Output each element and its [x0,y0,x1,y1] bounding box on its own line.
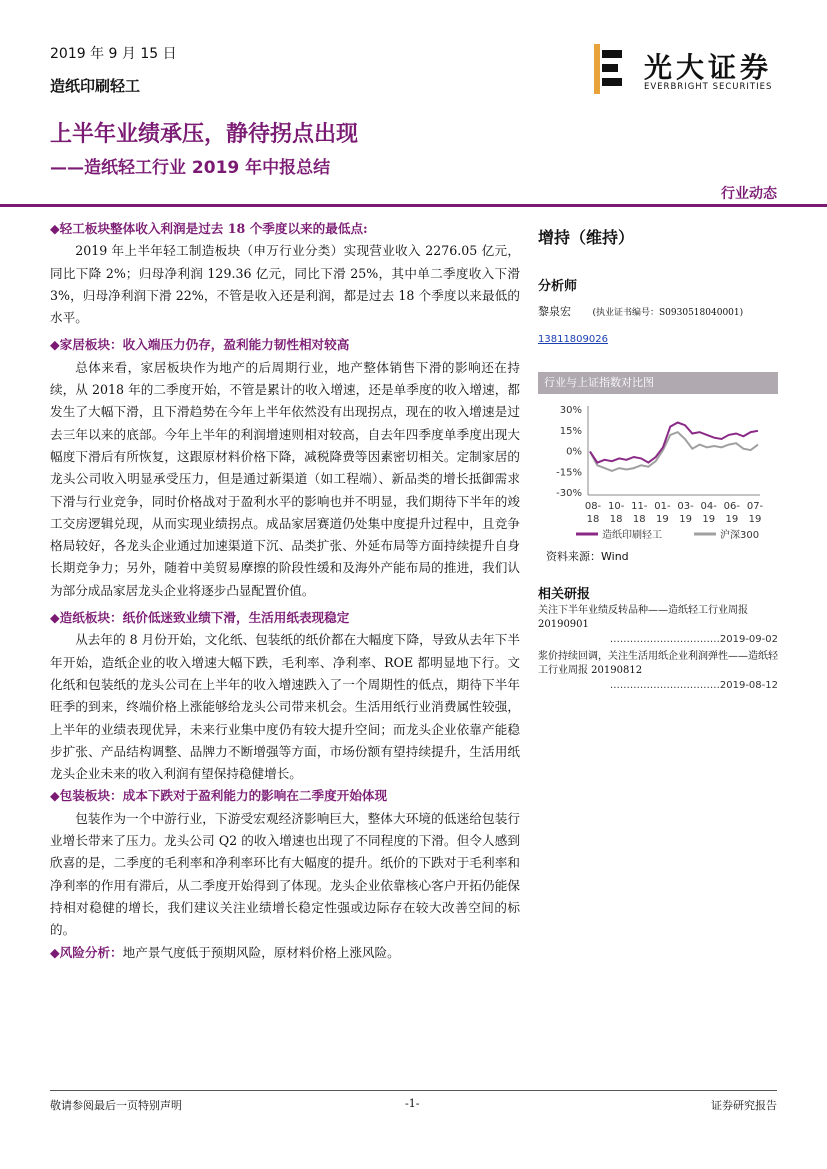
analyst-name: 黎泉宏 [538,305,571,318]
sector-name: 造纸印刷轻工 [50,77,141,95]
y-tick-label: 30% [559,405,582,416]
series-line-index [590,432,758,471]
related-report-link[interactable]: 关注下半年业绩反转品种——造纸轻工行业周报 20190901 [538,605,748,630]
comparison-chart [538,398,778,548]
section-paragraph: 总体来看，家居板块作为地产的后周期行业，地产整体销售下滑的影响还在持续，从 2018 年的二季度开始，不管是累计的收入增速，还是单季度的收入增速，都发生了大幅下滑，且下滑趋势在今年上半年依然没有出现拐点，现在的收入增速是过去三年以来的底部。今年上半年的利润增速则相对较高，自去年四季度单季度出现大幅度下滑后有所恢复，这跟原材料价格下降，减税降费等因素密切相关。定制家居的龙头公司收入明显承受压力，但是通过新渠道（如工程端）、新品类的增长抵御需求下滑与行业竞争，同时价格战对于盈利水平的影响也并不明显，我们期待下半年的竣工交房逻辑兑现，从而实现业绩拐点。成品家居赛道仍处集中度提升过程中，且竞争格局较好，各龙头企业通过加速渠道下沉、品类扩张、外延布局等方面持续提升自身长期竞争力；另外，随着中美贸易摩擦的阶段性缓和及海外产能布局的推进，我们认为部分成品家居龙头企业将逐步凸显配置价值。 [50,359,520,598]
x-tick-label: 19 [679,514,692,525]
rating: 增持（维持） [538,228,635,247]
x-tick-label: 01- [654,501,671,512]
chart-title: 行业与上证指数对比图 [538,372,778,394]
x-tick-label: 18 [586,514,600,525]
report-subtitle: ——造纸轻工行业 2019 年中报总结 [50,158,331,178]
related-research [538,583,778,696]
x-tick-label: 04- [700,501,717,512]
legend-label-index: 沪深300 [720,530,760,541]
x-tick-label: 19 [748,514,762,525]
company-logo [588,44,783,96]
report-date: 2019 年 9 月 15 日 [50,46,177,62]
risk-analysis [50,942,520,964]
chart-source: 资料来源：Wind [546,550,629,563]
x-tick-label: 08- [584,501,602,512]
logo-english: EVERBRIGHT SECURITIES [644,82,773,92]
section-paragraph: 2019 年上半年轻工制造板块（申万行业分类）实现营业收入 2276.05 亿元，同比下降 2%；归母净利润 129.36 亿元，同比下滑 25%，其中单二季度收入下滑 3%，归母净利润下滑 22%，不管是收入还是利润，都是过去 18 个季度以来最低的水平。 [50,243,520,326]
x-tick-label: 18 [609,514,623,525]
related-report-link[interactable]: 浆价持续回调，关注生活用纸企业利润弹性——造纸轻工行业周报 20190812 [538,651,778,676]
x-tick-label: 19 [702,514,716,525]
y-tick-label: 0% [566,446,582,458]
series-line-industry [590,423,758,463]
x-tick-label: 18 [632,514,646,525]
report-type: 行业动态 [721,186,777,202]
section-heading: ◆家居板块：收入端压力仍存，盈利能力韧性相对较高 [50,337,350,353]
sidebar [538,225,778,345]
related-report-date: ……………………………2019-08-12 [609,680,778,691]
header-divider [0,204,827,207]
footer-disclaimer: 敬请参阅最后一页特别声明 [50,1099,182,1112]
x-tick-label: 03- [677,501,694,512]
everbright-logo-icon [588,44,636,94]
analyst-cert: (执业证书编号：S0930518040001) [592,308,744,318]
related-report-date: ……………………………2019-09-02 [609,634,778,645]
analyst-info [538,303,778,319]
y-tick-label: -15% [556,467,582,479]
y-tick-label: 15% [559,425,582,437]
page-number: -1- [405,1097,420,1110]
risk-text: 地产景气度低于预期风险，原材料价格上涨风险。 [122,944,400,960]
y-tick-label: -30% [556,488,582,499]
related-heading: 相关研报 [538,587,591,602]
analyst-heading: 分析师 [538,279,578,294]
x-tick-label: 06- [723,501,741,512]
section-heading: ◆造纸板块：纸价低迷致业绩下滑，生活用纸表现稳定 [50,610,350,626]
report-title: 上半年业绩承压，静待拐点出现 [50,122,359,147]
section-heading: ◆包装板块：成本下跌对于盈利能力的影响在二季度开始体现 [50,788,388,804]
footer-report-label: 证券研究报告 [711,1099,777,1112]
footer-divider [50,1090,777,1091]
main-body [50,218,520,964]
logo-text: 光大证券 [644,51,773,84]
risk-label: ◆风险分析： [50,944,123,960]
x-tick-label: 10- [607,501,625,512]
analyst-phone-link[interactable]: 13811809026 [538,334,608,345]
legend-label-industry: 造纸印刷轻工 [602,530,662,541]
x-tick-label: 19 [725,514,739,525]
section-paragraph: 从去年的 8 月份开始，文化纸、包装纸的纸价都在大幅度下降，导致从去年下半年开始，造纸企业的收入增速大幅下跌，毛利率、净利率、ROE 都明显地下行。文化纸和包装纸的龙头公司在上半年的收入增速跌入了一个周期性的低点，期待下半年旺季的到来，终端价格上涨能够给龙头公司带来机会。生活用纸行业消费属性较强，上半年的业绩表现优异，未来行业集中度仍有较大提升空间；而龙头企业依靠产能稳步扩张、产品结构调整、品牌力不断增强等方面，市场份额有望持续提升，生活用纸龙头企业未来的收入利润有望保持稳健增长。 [50,632,520,782]
x-tick-label: 19 [656,514,669,525]
x-tick-label: 11- [631,501,648,512]
section-heading: ◆轻工板块整体收入利润是过去 18 个季度以来的最低点: [50,221,368,236]
x-tick-label: 07- [746,501,764,512]
section-paragraph: 包装作为一个中游行业，下游受宏观经济影响巨大，整体大环境的低迷给包装行业增长带来了压力。龙头公司 Q2 的收入增速也出现了不同程度的下滑。但令人感到欣喜的是，二季度的毛利率和净利率环比有大幅度的提升。纸价的下跌对于毛利率和净利率的作用有滞后，从二季度开始得到了体现。龙头企业依靠核心客户开拓仍能保持相对稳健的增长，我们建议关注业绩增长稳定性强或边际存在较大改善空间的标的。 [50,810,520,938]
